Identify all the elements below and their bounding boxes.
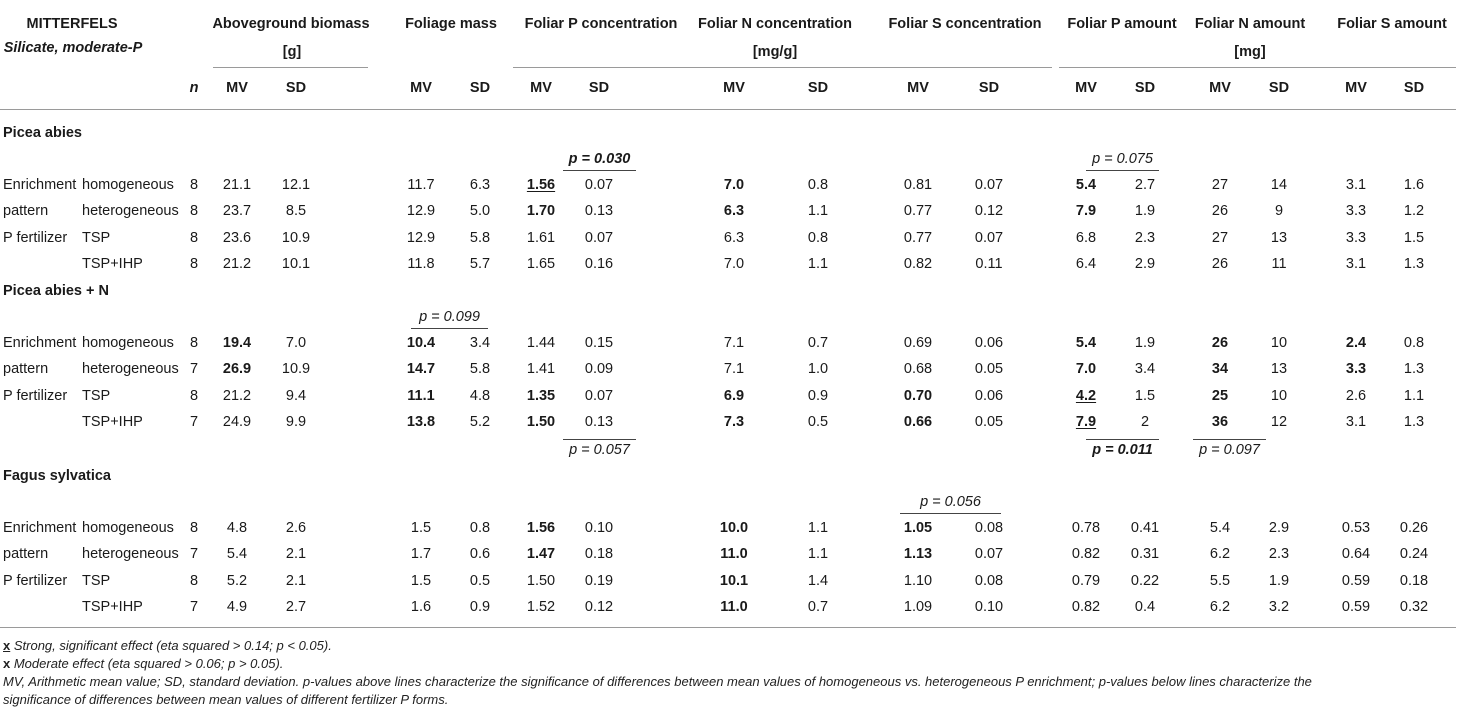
cell-value: 2.1 [285,573,307,589]
cell-value: 0.69 [903,335,933,351]
cell-value: 27 [1211,177,1229,193]
row-n-value: 8 [189,388,199,404]
cell-value: 4.8 [226,520,248,536]
row-treatment-label: TSP+IHP [82,414,143,430]
cell-value: 5.2 [226,573,248,589]
cell-value: 1.7 [410,546,432,562]
section-title: Picea abies + N [3,283,109,299]
header-s-amt: Foliar S amount [1337,16,1447,32]
p-value-above: p = 0.075 [1092,151,1153,167]
cell-value: 10.1 [719,573,749,589]
cell-value: 2.6 [285,520,307,536]
cell-value: 1.9 [1134,203,1156,219]
cell-value: 7.1 [723,335,745,351]
cell-value: 1.05 [903,520,933,536]
cell-value: 4.9 [226,599,248,615]
cell-value: 0.08 [974,520,1004,536]
header-n-conc-unit: [mg/g] [752,44,798,60]
footnote-line [3,655,283,672]
cell-value: 0.8 [807,230,829,246]
row-group-label: P fertilizer [3,230,68,246]
table-bottom-rule [0,627,1456,628]
header-bottom-rule [0,109,1456,110]
cell-value: 0.13 [584,414,614,430]
header-s-conc: Foliar S concentration [888,16,1042,32]
subheader-mv: MV [1209,80,1231,96]
cell-value: 21.2 [222,388,252,404]
cell-value: 2.6 [1345,388,1367,404]
cell-value: 5.4 [1075,177,1097,193]
site-label: MITTERFELS [26,16,118,32]
cell-value: 1.56 [526,177,556,193]
row-group-label: P fertilizer [3,388,68,404]
cell-value: 5.0 [469,203,491,219]
cell-value: 0.66 [903,414,933,430]
cell-value: 0.07 [974,230,1004,246]
cell-value: 0.7 [807,599,829,615]
header-p-amt: Foliar P amount [1067,16,1177,32]
cell-value: 12.9 [406,230,436,246]
cell-value: 11.1 [407,388,435,404]
cell-value: 1.3 [1403,361,1425,377]
subheader-mv: MV [907,80,929,96]
cell-value: 0.05 [974,414,1004,430]
cell-value: 5.8 [469,361,491,377]
cell-value: 10.1 [281,256,311,272]
row-n-value: 7 [189,414,199,430]
cell-value: 1.47 [526,546,556,562]
footnote-text: significance of differences between mean values of different fertilizer P forms. [3,692,449,707]
header-biomass-unit: [g] [282,44,302,60]
cell-value: 23.6 [222,230,252,246]
cell-value: 10.9 [281,230,311,246]
cell-value: 0.41 [1130,520,1160,536]
cell-value: 1.1 [807,256,829,272]
cell-value: 36 [1211,414,1229,430]
footnote-line [3,673,1312,690]
cell-value: 1.3 [1403,256,1425,272]
row-treatment-label: TSP [82,230,111,246]
cell-value: 0.05 [974,361,1004,377]
cell-value: 1.44 [526,335,556,351]
header-biomass: Aboveground biomass [212,16,370,32]
cell-value: 0.82 [1071,546,1101,562]
cell-value: 0.8 [1403,335,1425,351]
cell-value: 6.3 [723,203,745,219]
cell-value: 26 [1211,203,1229,219]
subheader-mv: MV [410,80,432,96]
cell-value: 19.4 [222,335,252,351]
row-n-value: 8 [189,230,199,246]
p-value-below: p = 0.011 [1092,442,1153,458]
cell-value: 3.1 [1345,256,1367,272]
cell-value: 27 [1211,230,1229,246]
cell-value: 0.09 [584,361,614,377]
cell-value: 0.31 [1130,546,1160,562]
row-group-label: Enrichment [3,520,77,536]
subheader-sd: SD [469,80,491,96]
cell-value: 1.52 [526,599,556,615]
subheader-mv: MV [1345,80,1367,96]
cell-value: 0.12 [584,599,614,615]
cell-value: 14.7 [406,361,436,377]
p-value-line [563,439,636,440]
cell-value: 1.50 [526,414,556,430]
cell-value: 3.2 [1268,599,1290,615]
cell-value: 0.53 [1341,520,1371,536]
cell-value: 4.8 [469,388,491,404]
cell-value: 7.9 [1075,203,1097,219]
cell-value: 23.7 [222,203,252,219]
cell-value: 10.9 [281,361,311,377]
cell-value: 7.0 [723,177,745,193]
cell-value: 1.9 [1268,573,1290,589]
cell-value: 0.18 [1399,573,1429,589]
subheader-sd: SD [1268,80,1290,96]
footnote-line [3,637,332,654]
header-rule-middle [513,67,1052,68]
cell-value: 5.8 [469,230,491,246]
cell-value: 6.3 [469,177,491,193]
cell-value: 34 [1211,361,1229,377]
cell-value: 0.9 [469,599,491,615]
subheader-mv: MV [1075,80,1097,96]
cell-value: 26 [1211,335,1229,351]
p-value-line [900,513,1001,514]
row-treatment-label: TSP+IHP [82,256,143,272]
row-n-value: 8 [189,177,199,193]
section-title: Fagus sylvatica [3,468,111,484]
cell-value: 0.12 [974,203,1004,219]
cell-value: 6.4 [1075,256,1097,272]
cell-value: 0.19 [584,573,614,589]
cell-value: 0.78 [1071,520,1101,536]
cell-value: 0.32 [1399,599,1429,615]
cell-value: 13 [1270,230,1288,246]
site-sub: Silicate, moderate-P [3,40,143,56]
cell-value: 0.10 [974,599,1004,615]
header-foliage: Foliage mass [405,16,497,32]
subheader-sd: SD [978,80,1000,96]
cell-value: 0.07 [584,230,614,246]
cell-value: 1.41 [526,361,556,377]
cell-value: 0.59 [1341,599,1371,615]
cell-value: 10 [1270,388,1288,404]
cell-value: 11.8 [407,256,435,272]
cell-value: 9.4 [285,388,307,404]
cell-value: 2.4 [1345,335,1367,351]
row-group-label: Enrichment [3,177,77,193]
subheader-sd: SD [588,80,610,96]
cell-value: 0.22 [1130,573,1160,589]
row-n-value: 8 [189,256,199,272]
cell-value: 0.4 [1134,599,1156,615]
p-value-below: p = 0.057 [569,442,630,458]
cell-value: 6.8 [1075,230,1097,246]
row-treatment-label: heterogeneous [82,203,179,219]
cell-value: 0.6 [469,546,491,562]
row-group-label: pattern [3,203,49,219]
cell-value: 1.70 [526,203,556,219]
header-n-amt: Foliar N amount [1194,16,1306,32]
cell-value: 1.1 [1403,388,1425,404]
cell-value: 2.1 [285,546,307,562]
cell-value: 1.61 [526,230,556,246]
p-value-above: p = 0.056 [920,494,981,510]
cell-value: 1.1 [807,520,829,536]
cell-value: 0.7 [807,335,829,351]
cell-value: 0.13 [584,203,614,219]
row-group-label: pattern [3,361,49,377]
p-value-above: p = 0.099 [419,309,480,325]
cell-value: 6.2 [1209,599,1231,615]
cell-value: 0.77 [903,230,933,246]
cell-value: 1.09 [903,599,933,615]
cell-value: 1.13 [903,546,933,562]
cell-value: 0.9 [807,388,829,404]
cell-value: 3.3 [1345,230,1367,246]
cell-value: 7.9 [1075,414,1097,430]
cell-value: 1.5 [1403,230,1425,246]
subheader-mv: MV [530,80,552,96]
cell-value: 11.0 [720,599,748,615]
cell-value: 0.82 [903,256,933,272]
footnote-text: MV, Arithmetic mean value; SD, standard deviation. p-values above lines characterize the significance of differences between mean values of homogeneous vs. heterogeneous P enrichment; p-values below lines characterize the [3,674,1312,689]
cell-value: 0.59 [1341,573,1371,589]
cell-value: 0.82 [1071,599,1101,615]
cell-value: 0.64 [1341,546,1371,562]
cell-value: 0.24 [1399,546,1429,562]
cell-value: 0.68 [903,361,933,377]
cell-value: 1.1 [807,203,829,219]
subheader-sd: SD [807,80,829,96]
cell-value: 0.16 [584,256,614,272]
moderate-effect-marker: x [3,656,11,671]
row-treatment-label: TSP [82,573,111,589]
row-n-value: 8 [189,335,199,351]
cell-value: 0.18 [584,546,614,562]
header-p-conc: Foliar P concentration [524,16,678,32]
row-treatment-label: heterogeneous [82,361,179,377]
section-title: Picea abies [3,125,82,141]
subheader-sd: SD [1134,80,1156,96]
p-value-line [563,170,636,171]
cell-value: 10 [1270,335,1288,351]
cell-value: 9.9 [285,414,307,430]
cell-value: 0.07 [584,388,614,404]
cell-value: 7.1 [723,361,745,377]
cell-value: 7.0 [1075,361,1097,377]
header-rule-biomass [213,67,368,68]
header-rule-right [1059,67,1456,68]
cell-value: 3.4 [1134,361,1156,377]
cell-value: 1.5 [410,520,432,536]
cell-value: 1.9 [1134,335,1156,351]
cell-value: 3.3 [1345,203,1367,219]
cell-value: 0.11 [975,256,1003,272]
row-treatment-label: homogeneous [82,335,174,351]
p-value-below: p = 0.097 [1199,442,1260,458]
cell-value: 6.9 [723,388,745,404]
cell-value: 1.65 [526,256,556,272]
cell-value: 1.6 [1403,177,1425,193]
cell-value: 3.1 [1345,414,1367,430]
cell-value: 2 [1140,414,1150,430]
row-n-value: 8 [189,573,199,589]
row-treatment-label: homogeneous [82,520,174,536]
cell-value: 1.56 [526,520,556,536]
cell-value: 1.5 [1134,388,1156,404]
cell-value: 13.8 [406,414,436,430]
p-value-line [1086,170,1159,171]
subheader-mv: MV [226,80,248,96]
cell-value: 5.5 [1209,573,1231,589]
p-value-line [411,328,488,329]
cell-value: 11.0 [720,546,748,562]
cell-value: 7.3 [723,414,745,430]
cell-value: 26.9 [222,361,252,377]
cell-value: 26 [1211,256,1229,272]
cell-value: 0.06 [974,335,1004,351]
cell-value: 4.2 [1075,388,1097,404]
cell-value: 1.2 [1403,203,1425,219]
cell-value: 7.0 [285,335,307,351]
footnote-text: Moderate effect (eta squared > 0.06; p > 0.05). [10,656,284,671]
cell-value: 5.4 [226,546,248,562]
cell-value: 2.9 [1134,256,1156,272]
cell-value: 11 [1271,256,1287,272]
subheader-mv: MV [723,80,745,96]
row-n-value: 7 [189,599,199,615]
row-n-value: 7 [189,546,199,562]
cell-value: 3.3 [1345,361,1367,377]
cell-value: 5.4 [1075,335,1097,351]
subheader-sd: SD [285,80,307,96]
cell-value: 3.4 [469,335,491,351]
cell-value: 0.07 [974,546,1004,562]
cell-value: 0.06 [974,388,1004,404]
cell-value: 1.10 [903,573,933,589]
cell-value: 12 [1270,414,1288,430]
cell-value: 10.4 [406,335,436,351]
row-treatment-label: TSP [82,388,111,404]
cell-value: 2.7 [1134,177,1156,193]
cell-value: 1.4 [807,573,829,589]
cell-value: 0.5 [807,414,829,430]
cell-value: 14 [1270,177,1288,193]
cell-value: 5.2 [469,414,491,430]
cell-value: 1.35 [526,388,556,404]
row-n-value: 8 [189,203,199,219]
cell-value: 0.77 [903,203,933,219]
cell-value: 0.81 [903,177,933,193]
footnote-line [3,691,448,708]
cell-value: 1.5 [410,573,432,589]
cell-value: 0.07 [974,177,1004,193]
cell-value: 5.7 [469,256,491,272]
cell-value: 12.1 [281,177,311,193]
cell-value: 21.2 [222,256,252,272]
cell-value: 2.3 [1268,546,1290,562]
subheader-n: n [189,80,199,96]
cell-value: 6.3 [723,230,745,246]
cell-value: 0.07 [584,177,614,193]
cell-value: 6.2 [1209,546,1231,562]
cell-value: 0.15 [584,335,614,351]
cell-value: 1.6 [410,599,432,615]
cell-value: 0.5 [469,573,491,589]
cell-value: 1.0 [807,361,829,377]
cell-value: 0.08 [974,573,1004,589]
cell-value: 1.1 [807,546,829,562]
row-n-value: 8 [189,520,199,536]
cell-value: 13 [1270,361,1288,377]
header-n-amt-unit: [mg] [1234,44,1266,60]
row-treatment-label: homogeneous [82,177,174,193]
cell-value: 1.3 [1403,414,1425,430]
cell-value: 21.1 [222,177,252,193]
cell-value: 2.7 [285,599,307,615]
cell-value: 1.50 [526,573,556,589]
cell-value: 11.7 [407,177,435,193]
p-value-line [1193,439,1266,440]
footnote-text: Strong, significant effect (eta squared > 0.14; p < 0.05). [10,638,332,653]
cell-value: 0.10 [584,520,614,536]
cell-value: 0.70 [903,388,933,404]
cell-value: 10.0 [719,520,749,536]
cell-value: 5.4 [1209,520,1231,536]
row-treatment-label: TSP+IHP [82,599,143,615]
cell-value: 7.0 [723,256,745,272]
cell-value: 3.1 [1345,177,1367,193]
cell-value: 25 [1211,388,1229,404]
cell-value: 0.8 [469,520,491,536]
cell-value: 2.3 [1134,230,1156,246]
row-group-label: Enrichment [3,335,77,351]
strong-effect-marker: x [3,638,11,653]
row-n-value: 7 [189,361,199,377]
cell-value: 0.26 [1399,520,1429,536]
cell-value: 0.8 [807,177,829,193]
cell-value: 0.79 [1071,573,1101,589]
subheader-sd: SD [1403,80,1425,96]
p-value-above: p = 0.030 [568,151,631,167]
row-group-label: pattern [3,546,49,562]
row-treatment-label: heterogeneous [82,546,179,562]
header-n-conc: Foliar N concentration [698,16,852,32]
cell-value: 24.9 [222,414,252,430]
p-value-line [1086,439,1159,440]
cell-value: 12.9 [406,203,436,219]
cell-value: 8.5 [285,203,307,219]
cell-value: 9 [1274,203,1284,219]
cell-value: 2.9 [1268,520,1290,536]
row-group-label: P fertilizer [3,573,68,589]
